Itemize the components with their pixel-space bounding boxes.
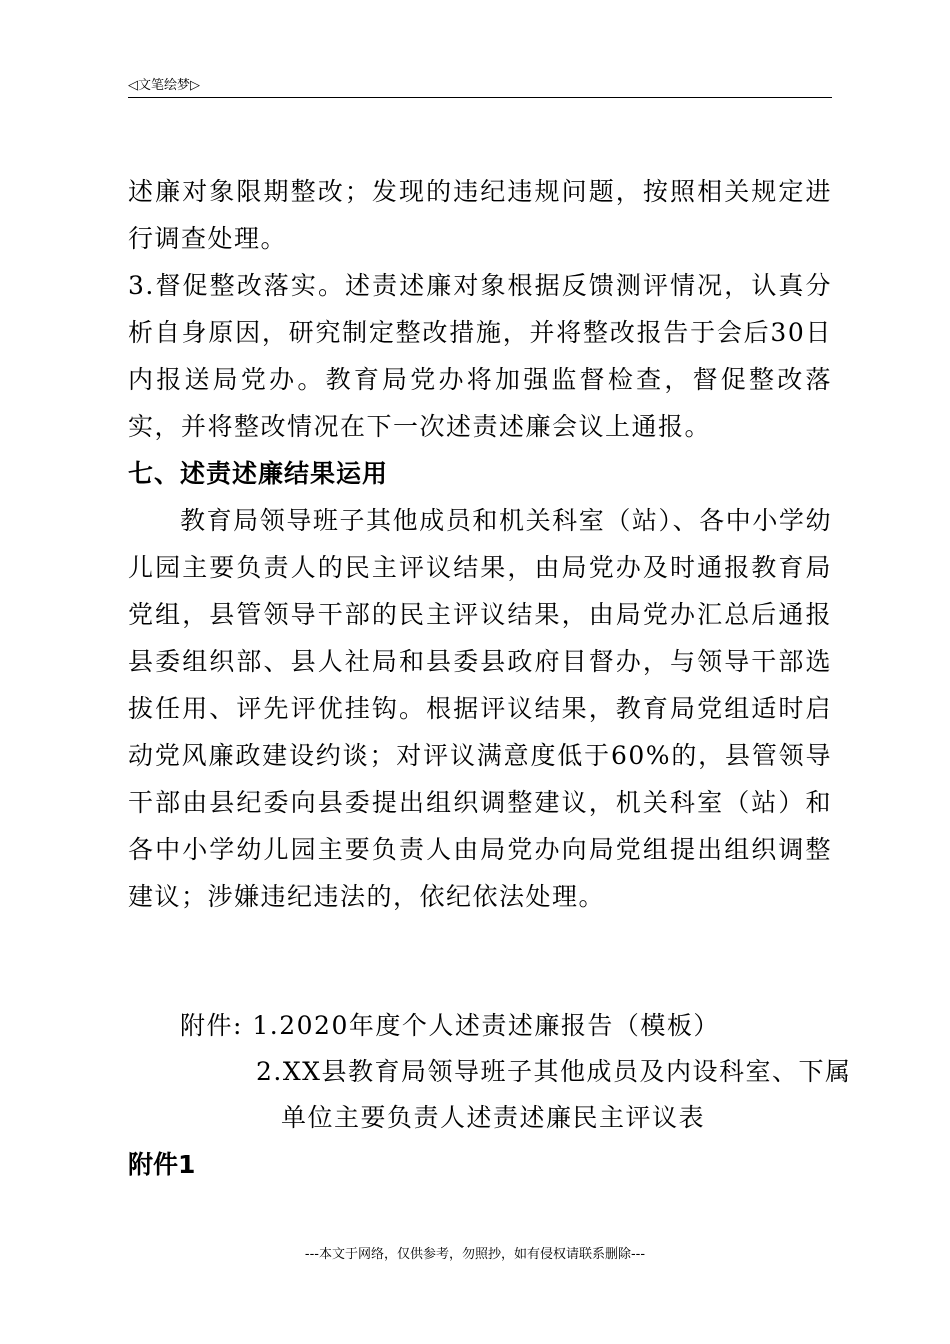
header-divider (128, 97, 832, 98)
attachment-item-2-line-1: 2.XX县教育局领导班子其他成员及内设科室、下属 (256, 1057, 852, 1086)
section-heading-results-use: 七、述责述廉结果运用 (128, 459, 389, 488)
attachment-item-1 (128, 1003, 832, 1049)
page-header: ◁文笔绘梦▷ (128, 78, 200, 93)
paragraph-rectification-tail: 述廉对象限期整改；发现的违纪违规问题，按照相关规定进行调查处理。 (128, 177, 832, 253)
attachment-item-2-line-2: 单位主要负责人述责述廉民主评议表 (281, 1103, 706, 1132)
paragraph-supervise-rectification: 3.督促整改落实。述责述廉对象根据反馈测评情况，认真分析自身原因，研究制定整改措施，并将整改报告于会后30日内报送局党办。教育局党办将加强监督检查，督促整改落实，并将整改情况在下一次述责述廉会议上通报。 (128, 271, 832, 441)
paragraph-results-use: 教育局领导班子其他成员和机关科室（站）、各中小学幼儿园主要负责人的民主评议结果，由局党办及时通报教育局党组，县管领导干部的民主评议结果，由局党办汇总后通报县委组织部、县人社局和县委县政府目督办，与领导干部选拔任用、评先评优挂钩。根据评议结果，教育局党组适时启动党风廉政建设约谈；对评议满意度低于60%的，县管领导干部由县纪委向县委提出组织调整建议，机关科室（站）和各中小学幼儿园主要负责人由局党办向局党组提出组织调整建议；涉嫌违纪违法的，依纪依法处理。 (128, 506, 832, 911)
attachments-list (128, 1003, 852, 1141)
page-footer: ---本文于网络，仅供参考，勿照抄，如有侵权请联系删除--- (304, 1247, 646, 1262)
attachments-label: 附件: (180, 1011, 243, 1040)
document-body (128, 168, 832, 920)
attachment-item-1-text: 1.2020年度个人述责述廉报告（模板） (252, 1011, 720, 1040)
annex-1-label: 附件1 (128, 1150, 196, 1179)
